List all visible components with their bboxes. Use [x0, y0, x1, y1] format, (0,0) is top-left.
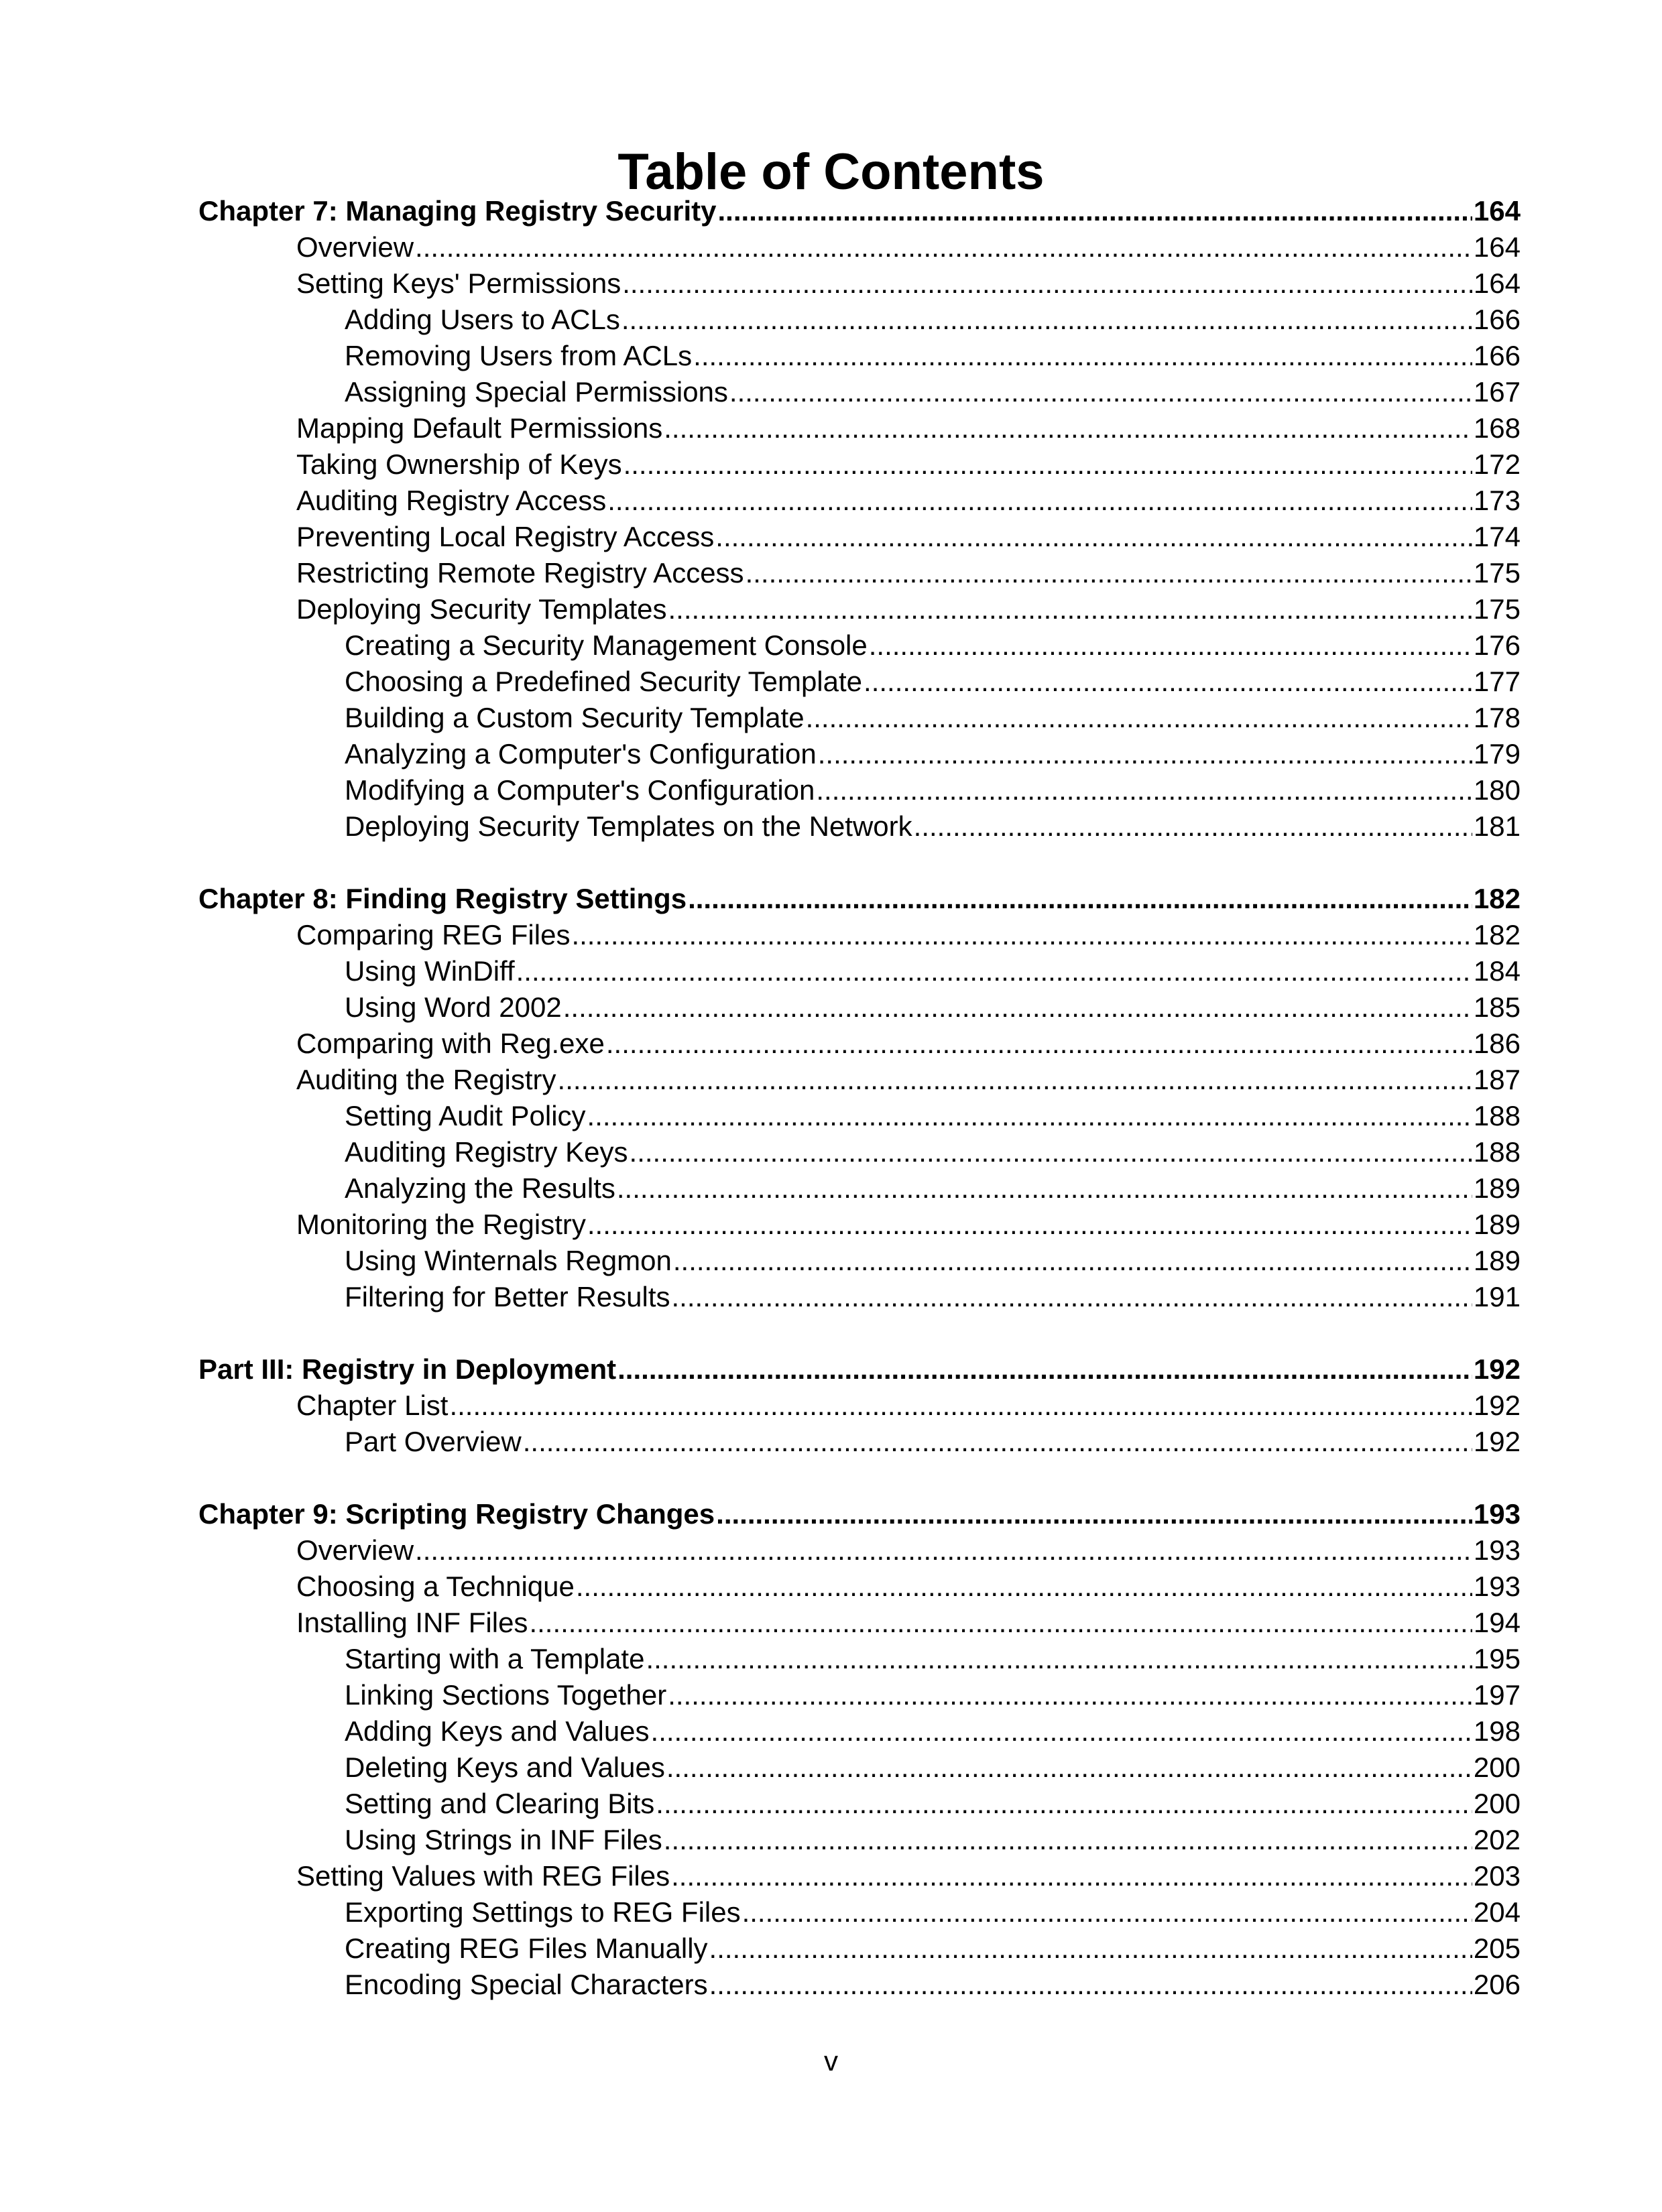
toc-entry-title: Starting with a Template	[345, 1643, 645, 1674]
toc-entry-title: Using WinDiff	[345, 955, 515, 987]
page-number-footer: v	[824, 2045, 838, 2077]
toc-entry[interactable]	[198, 591, 1521, 627]
toc-entry[interactable]	[198, 1424, 1521, 1460]
toc-entry-title: Setting and Clearing Bits	[345, 1788, 655, 1819]
dot-leader	[651, 1713, 1472, 1749]
toc-entry[interactable]	[198, 808, 1521, 845]
toc-entry-title: Restricting Remote Registry Access	[296, 557, 744, 589]
toc-page-number: 166	[1473, 304, 1521, 335]
toc-entry-title: Encoding Special Characters	[345, 1969, 708, 2000]
toc-page-number: 181	[1473, 810, 1521, 842]
toc-page-number: 180	[1473, 774, 1521, 806]
toc-section-chapter-7-managing-registry-security	[198, 193, 1521, 845]
dot-leader	[673, 1243, 1472, 1279]
toc-entry[interactable]	[198, 772, 1521, 808]
toc-page-number: 172	[1473, 448, 1521, 480]
toc-entry[interactable]	[198, 1134, 1521, 1170]
dot-leader	[449, 1388, 1472, 1424]
dot-leader	[576, 1569, 1472, 1605]
toc-entry[interactable]	[198, 374, 1521, 410]
dot-leader	[742, 1894, 1472, 1930]
dot-leader	[806, 700, 1472, 736]
toc-entry-title: Deploying Security Templates on the Network	[345, 810, 912, 842]
toc-entry[interactable]	[198, 1207, 1521, 1243]
toc-entry[interactable]	[198, 1243, 1521, 1279]
toc-entry[interactable]	[198, 1098, 1521, 1134]
dot-leader	[672, 1279, 1472, 1315]
dot-leader	[668, 591, 1472, 627]
toc-entry[interactable]	[198, 1569, 1521, 1605]
toc-page-number: 168	[1473, 412, 1521, 444]
dot-leader	[606, 1026, 1472, 1062]
toc-entry-title: Mapping Default Permissions	[296, 412, 663, 444]
dot-leader	[816, 772, 1472, 808]
dot-leader	[693, 338, 1472, 374]
dot-leader	[415, 229, 1472, 265]
toc-page-number: 186	[1473, 1028, 1521, 1059]
toc-entry-title: Using Word 2002	[345, 991, 562, 1023]
toc-entry[interactable]	[198, 338, 1521, 374]
toc-entry[interactable]	[198, 989, 1521, 1026]
toc-entry-title: Part III: Registry in Deployment	[198, 1353, 617, 1385]
toc-entry[interactable]	[198, 1786, 1521, 1822]
toc-heading[interactable]	[198, 193, 1521, 229]
toc-entry[interactable]	[198, 736, 1521, 772]
page-title: Table of Contents	[617, 143, 1045, 200]
toc-entry-title: Preventing Local Registry Access	[296, 521, 715, 552]
toc-entry-title: Deploying Security Templates	[296, 593, 667, 625]
toc-entry[interactable]	[198, 1388, 1521, 1424]
toc-entry-title: Analyzing the Results	[345, 1172, 615, 1204]
toc-entry-title: Modifying a Computer's Configuration	[345, 774, 815, 806]
toc-page-number: 164	[1473, 231, 1521, 263]
toc-entry-title: Chapter 9: Scripting Registry Changes	[198, 1498, 715, 1530]
toc-entry[interactable]	[198, 1532, 1521, 1569]
toc-page-number: 189	[1473, 1209, 1521, 1240]
toc-page-number: 198	[1473, 1715, 1521, 1747]
toc-entry[interactable]	[198, 1894, 1521, 1930]
toc-heading[interactable]	[198, 1496, 1521, 1532]
toc-entry[interactable]	[198, 1641, 1521, 1677]
toc-page-number: 164	[1473, 267, 1521, 299]
toc-entry-title: Removing Users from ACLs	[345, 340, 693, 371]
toc-entry[interactable]	[198, 664, 1521, 700]
toc-page-number: 202	[1473, 1824, 1521, 1855]
toc-page-number: 187	[1473, 1064, 1521, 1095]
dot-leader	[529, 1605, 1472, 1641]
dot-leader	[666, 1749, 1472, 1786]
toc-entry[interactable]	[198, 1930, 1521, 1967]
toc-entry-title: Auditing the Registry	[296, 1064, 556, 1095]
toc-entry-title: Auditing Registry Access	[296, 485, 607, 516]
toc-entry-title: Deleting Keys and Values	[345, 1752, 665, 1783]
toc-heading[interactable]	[198, 1351, 1521, 1388]
dot-leader	[818, 736, 1472, 772]
dot-leader	[621, 302, 1472, 338]
toc-entry[interactable]	[198, 446, 1521, 483]
dot-leader	[664, 410, 1472, 446]
dot-leader	[864, 664, 1472, 700]
dot-leader	[914, 808, 1472, 845]
toc-heading[interactable]	[198, 881, 1521, 917]
toc-entry-title: Taking Ownership of Keys	[296, 448, 622, 480]
dot-leader	[563, 989, 1472, 1026]
toc-entry-title: Setting Values with REG Files	[296, 1860, 670, 1892]
toc-page-number: 184	[1473, 955, 1521, 987]
toc-entry[interactable]	[198, 1967, 1521, 2003]
toc-entry[interactable]	[198, 1279, 1521, 1315]
toc-page-number: 173	[1473, 485, 1521, 516]
dot-leader	[746, 555, 1472, 591]
toc-page-number: 175	[1473, 557, 1521, 589]
toc-entry-title: Setting Keys' Permissions	[296, 267, 621, 299]
toc-entry-title: Overview	[296, 231, 414, 263]
toc-entry[interactable]	[198, 410, 1521, 446]
toc-entry-title: Chapter List	[296, 1390, 449, 1421]
toc-page-number: 176	[1473, 629, 1521, 661]
toc-entry[interactable]	[198, 483, 1521, 519]
toc-entry[interactable]	[198, 1858, 1521, 1894]
toc-entry-title: Adding Users to ACLs	[345, 304, 620, 335]
toc-entry-title: Analyzing a Computer's Configuration	[345, 738, 817, 770]
toc-page-number: 175	[1473, 593, 1521, 625]
toc-page-number: 188	[1473, 1100, 1521, 1131]
dot-leader	[617, 1170, 1472, 1207]
toc-entry[interactable]	[198, 1026, 1521, 1062]
dot-leader	[718, 193, 1472, 229]
toc-entry-title: Auditing Registry Keys	[345, 1136, 628, 1168]
dot-leader	[656, 1786, 1472, 1822]
toc-entry[interactable]	[198, 1749, 1521, 1786]
toc-entry[interactable]	[198, 265, 1521, 302]
dot-leader	[715, 519, 1472, 555]
toc-page-number: 193	[1473, 1498, 1521, 1530]
toc-entry-title: Using Winternals Regmon	[345, 1245, 672, 1276]
toc-page-number: 192	[1473, 1426, 1521, 1457]
toc-page-number: 182	[1473, 883, 1521, 914]
toc-entry[interactable]	[198, 229, 1521, 265]
toc-entry[interactable]	[198, 917, 1521, 953]
dot-leader	[646, 1641, 1472, 1677]
toc-entry-title: Chapter 8: Finding Registry Settings	[198, 883, 687, 914]
toc-entry-title: Building a Custom Security Template	[345, 702, 805, 733]
dot-leader	[571, 917, 1472, 953]
toc-entry[interactable]	[198, 1062, 1521, 1098]
toc-entry-title: Creating REG Files Manually	[345, 1932, 708, 1964]
toc-entry-title: Choosing a Technique	[296, 1571, 575, 1602]
toc-page-number: 200	[1473, 1752, 1521, 1783]
toc-page-number: 182	[1473, 919, 1521, 950]
toc-section-part-iii-registry-in-deployment	[198, 1351, 1521, 1460]
toc-page-number: 178	[1473, 702, 1521, 733]
toc-page-number: 205	[1473, 1932, 1521, 1964]
toc-entry-title: Assigning Special Permissions	[345, 376, 728, 408]
toc-page-number: 194	[1473, 1607, 1521, 1638]
toc-entry-title: Creating a Security Management Console	[345, 629, 868, 661]
toc-entry-title: Chapter 7: Managing Registry Security	[198, 195, 717, 227]
toc-page-number: 191	[1473, 1281, 1521, 1312]
toc-entry-title: Installing INF Files	[296, 1607, 528, 1638]
toc-entry[interactable]	[198, 953, 1521, 989]
dot-leader	[516, 953, 1472, 989]
dot-leader	[688, 881, 1472, 917]
toc-entry-title: Filtering for Better Results	[345, 1281, 670, 1312]
table-of-contents	[198, 193, 1521, 2039]
toc-entry[interactable]	[198, 1605, 1521, 1641]
toc-entry-title: Overview	[296, 1534, 414, 1566]
toc-section-chapter-8-finding-registry-settings	[198, 881, 1521, 1315]
dot-leader	[729, 374, 1472, 410]
dot-leader	[617, 1351, 1472, 1388]
dot-leader	[709, 1967, 1472, 2003]
dot-leader	[415, 1532, 1472, 1569]
toc-page-number: 195	[1473, 1643, 1521, 1674]
toc-page-number: 204	[1473, 1896, 1521, 1928]
toc-page-number: 197	[1473, 1679, 1521, 1711]
toc-page-number: 189	[1473, 1245, 1521, 1276]
toc-entry[interactable]	[198, 555, 1521, 591]
dot-leader	[558, 1062, 1472, 1098]
toc-page-number: 179	[1473, 738, 1521, 770]
toc-entry-title: Using Strings in INF Files	[345, 1824, 662, 1855]
toc-entry[interactable]	[198, 519, 1521, 555]
dot-leader	[587, 1098, 1472, 1134]
dot-leader	[668, 1677, 1472, 1713]
dot-leader	[587, 1207, 1472, 1243]
toc-entry-title: Choosing a Predefined Security Template	[345, 666, 863, 697]
toc-page-number: 177	[1473, 666, 1521, 697]
toc-page-number: 193	[1473, 1571, 1521, 1602]
toc-page-number: 174	[1473, 521, 1521, 552]
toc-entry-title: Comparing with Reg.exe	[296, 1028, 605, 1059]
toc-entry[interactable]	[198, 1677, 1521, 1713]
toc-page-number: 188	[1473, 1136, 1521, 1168]
toc-entry-title: Exporting Settings to REG Files	[345, 1896, 741, 1928]
dot-leader	[671, 1858, 1472, 1894]
toc-page-number: 206	[1473, 1969, 1521, 2000]
toc-entry[interactable]	[198, 700, 1521, 736]
dot-leader	[716, 1496, 1472, 1532]
dot-leader	[523, 1424, 1472, 1460]
dot-leader	[607, 483, 1472, 519]
toc-page-number: 192	[1473, 1390, 1521, 1421]
toc-entry-title: Part Overview	[345, 1426, 522, 1457]
toc-entry-title: Linking Sections Together	[345, 1679, 667, 1711]
toc-page-number: 192	[1473, 1353, 1521, 1385]
toc-page-number: 164	[1473, 195, 1521, 227]
dot-leader	[630, 1134, 1472, 1170]
toc-page-number: 189	[1473, 1172, 1521, 1204]
toc-entry[interactable]	[198, 1822, 1521, 1858]
toc-entry[interactable]	[198, 1713, 1521, 1749]
toc-page-number: 193	[1473, 1534, 1521, 1566]
toc-entry[interactable]	[198, 627, 1521, 664]
dot-leader	[709, 1930, 1472, 1967]
toc-entry[interactable]	[198, 302, 1521, 338]
toc-entry-title: Setting Audit Policy	[345, 1100, 586, 1131]
dot-leader	[664, 1822, 1472, 1858]
toc-entry-title: Monitoring the Registry	[296, 1209, 586, 1240]
toc-page-number: 185	[1473, 991, 1521, 1023]
dot-leader	[869, 627, 1472, 664]
toc-entry[interactable]	[198, 1170, 1521, 1207]
toc-section-chapter-9-scripting-registry-changes	[198, 1496, 1521, 2003]
dot-leader	[622, 265, 1472, 302]
toc-page-number: 167	[1473, 376, 1521, 408]
toc-page-number: 203	[1473, 1860, 1521, 1892]
dot-leader	[624, 446, 1472, 483]
toc-entry-title: Adding Keys and Values	[345, 1715, 650, 1747]
toc-page-number: 166	[1473, 340, 1521, 371]
toc-page-number: 200	[1473, 1788, 1521, 1819]
toc-entry-title: Comparing REG Files	[296, 919, 571, 950]
